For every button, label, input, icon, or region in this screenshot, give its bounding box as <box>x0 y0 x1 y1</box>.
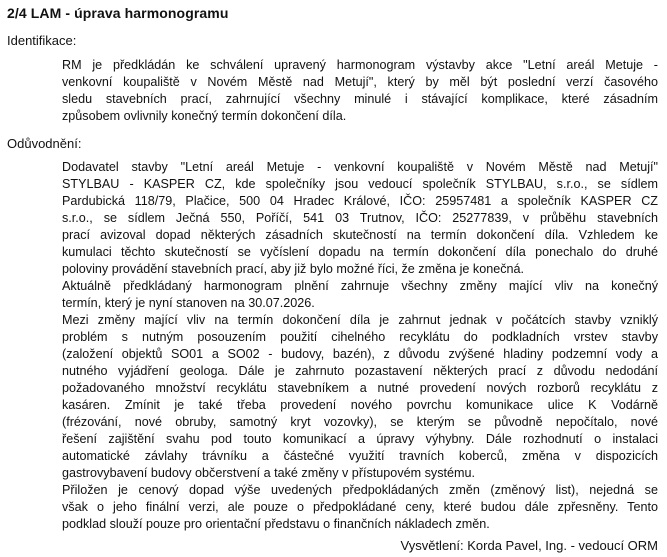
document-title: 2/4 LAM - úprava harmonogramu <box>7 5 229 21</box>
text-line: automatické závlahy trávníku a částečné využití travních koberců, změna v dispozicích <box>62 449 658 463</box>
paragraph <box>62 57 658 125</box>
text-line: sledu stavebních prací, zahrnující všechny minulé i stávající komplikace, které zásadním <box>62 92 658 106</box>
text-line: Přiložen je cenový dopad výše uvedených předpokládaných změn (změnový list), nejedná se <box>62 483 658 497</box>
paragraph <box>62 159 658 278</box>
text-line: (založení objektů SO01 a SO02 - budovy, bazén), z důvodu zvýšené hladiny podzemní vody a <box>62 347 658 361</box>
text-line: Mezi změny mající vliv na termín dokončení díla je zahrnut jednak v počátcích stavby vzniklý <box>62 313 658 327</box>
paragraph <box>62 312 658 482</box>
text-line: Dodavatel stavby "Letní areál Metuje - venkovní koupaliště v Novém Městě nad Metují" <box>62 160 658 174</box>
text-line: řešení zajištění svahu pod touto komunikací a úpravy výhybny. Dále rozhodnutí o instalaci <box>62 432 658 446</box>
text-line: kasáren. Zmínit je také třeba provedení nového povrchu komunikace ulice K Vodárně <box>62 398 658 412</box>
text-line: RM je předkládán ke schválení upravený harmonogram výstavby akce "Letní areál Metuje - <box>62 58 658 72</box>
section-oduvodneni <box>7 136 658 533</box>
paragraph <box>62 278 658 312</box>
section-identifikace <box>7 33 658 125</box>
text-line: problém s nutným posouzením použití cihelného recyklátu do podkladních vrstev stavby <box>62 330 658 344</box>
text-line: Aktuálně předkládaný harmonogram plnění zahrnuje všechny změny mající vliv na konečný <box>62 279 658 293</box>
text-line: STYLBAU - KASPER CZ, kde společníky jsou vedoucí společník STYLBAU, s.r.o., se sídlem <box>62 177 658 191</box>
text-line: nutného vyjádření geologa. Dále je zahrnuto pozastavení některých prací z důvodu nedodání <box>62 364 658 378</box>
text-line: (frézování, nové obruby, samotný kryt vozovky), se kterým se původně nepočítalo, nové <box>62 415 658 429</box>
paragraph <box>62 482 658 533</box>
section-label-identifikace: Identifikace: <box>7 33 77 48</box>
section-label-oduvodneni: Odůvodnění: <box>7 136 82 151</box>
signature-line: Vysvětlení: Korda Pavel, Ing. - vedoucí ORM <box>400 538 658 553</box>
text-line: gastrovybavení budovy občerstvení a také změny v přístupovém systému. <box>62 466 475 480</box>
text-line: však o jeho finální verzi, ale pouze o předpokládané ceny, které budou dále zpřesněny. Tento <box>62 500 658 514</box>
text-line: prací avizoval dopad některých zásadních skutečností na termín dokončení díla. Vzhledem ke <box>62 228 658 242</box>
text-line: způsobem ovlivnily konečný termín dokončení díla. <box>62 109 347 123</box>
text-line: termín, který je nyní stanoven na 30.07.2026. <box>62 296 315 310</box>
text-line: podklad slouží pouze pro orientační představu o finančních nákladech změn. <box>62 517 490 531</box>
text-line: požadovaného množství recyklátu stavebníkem a nutné provedení nových rozborů recyklátu z <box>62 381 658 395</box>
text-line: s.r.o., se sídlem Ječná 550, Poříčí, 541 03 Trutnov, IČO: 25277839, v průběhu stavebních <box>62 211 658 225</box>
section-content-oduvodneni <box>62 159 658 533</box>
section-content-identifikace <box>62 57 658 125</box>
text-line: venkovní koupaliště v Novém Městě nad Metují", který by měl být poslední verzí časového <box>62 75 658 89</box>
text-line: kumulaci těchto skutečností se vyčíslení dopadu na termín dokončení díla ponechalo do druhé <box>62 245 658 259</box>
text-line: poloviny provádění stavebních prací, aby již bylo možné říci, že změna je konečná. <box>62 262 525 276</box>
text-line: Pardubická 118/79, Plačice, 500 04 Hradec Králové, IČO: 25957481 a společník KASPER CZ <box>62 194 658 208</box>
